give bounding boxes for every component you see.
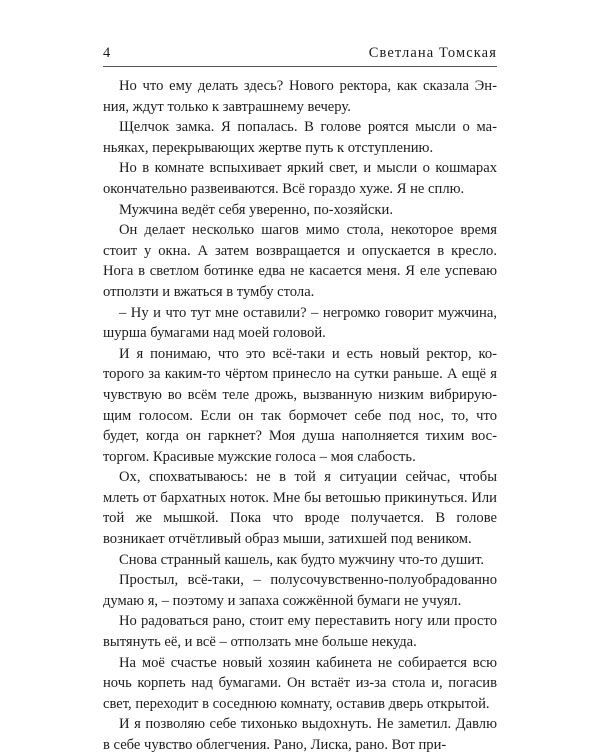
paragraph: И я понимаю, что это всё-таки и есть новый ректор, которого за каким-то чёртом принесло на сутки раньше. А ещё я чувствую во всём теле дрожь, вызванную низким вибрирующим голосом. Если он так бормочет себе под нос, то, что будет, когда он гаркнет? Моя душа наполняется тихим восторгом. Красивые мужские голоса – моя слабость.: [103, 345, 497, 465]
body-text: [103, 76, 497, 756]
paragraph: Но что ему делать здесь? Нового ректора, как сказала Энния, ждут только к завтрашнему вечеру.: [103, 78, 497, 115]
paragraph: Но радоваться рано, стоит ему переставить ногу или просто вытянуть её, и всё – отползать мне больше некуда.: [103, 613, 497, 651]
running-title: Светлана Томская: [368, 45, 497, 61]
paragraph: Щелчок замка. Я попалась. В голове роятся мысли о маньяках, перекрывающих жертве путь к отступлению.: [103, 119, 497, 156]
paragraph: На моё счастье новый хозяин кабинета не собирается всю ночь корпеть над бумагами. Он встаёт из-за стола и, погасив свет, переходит в соседнюю комнату, оставив дверь открытой.: [103, 654, 497, 712]
paragraph: Но в комнате вспыхивает яркий свет, и мысли о кошмарах окончательно развеиваются. Всё гораздо хуже. Я не сплю.: [103, 160, 497, 197]
paragraph: Мужчина ведёт себя уверенно, по-хозяйски.: [119, 201, 393, 218]
paragraph: И я позволяю себе тихонько выдохнуть. Не заметил. Давлю в себе чувство облегчения. Рано, Лиска, рано. Вот при-: [103, 716, 497, 753]
paragraph: Ох, спохватываюсь: не в той я ситуации сейчас, чтобы млеть от бархатных ноток. Мне бы ветошью прикинуться. Или той же мышкой. Пока что вроде получается. В голове возникает отчётливый образ мыши, затихшей под веником.: [103, 469, 497, 548]
page-header: [103, 40, 497, 67]
paragraph: – Ну и что тут мне оставили? – негромко говорит мужчина, шурша бумагами над моей головой.: [103, 304, 497, 342]
paragraph: Простыл, всё-таки, – полусочувственно-полуобрадованно думаю я, – поэтому и запаха сожжённой бумаги не учуял.: [103, 572, 497, 609]
page-number: 4: [103, 45, 111, 61]
paragraph: Снова странный кашель, как будто мужчину что-то душит.: [119, 551, 485, 568]
paragraph: Он делает несколько шагов мимо стола, некоторое время стоит у окна. А затем возвращается и опускается в кресло. Нога в светлом ботинке едва не касается меня. Я еле успеваю отползти и вжаться в тумбу стола.: [103, 222, 497, 300]
